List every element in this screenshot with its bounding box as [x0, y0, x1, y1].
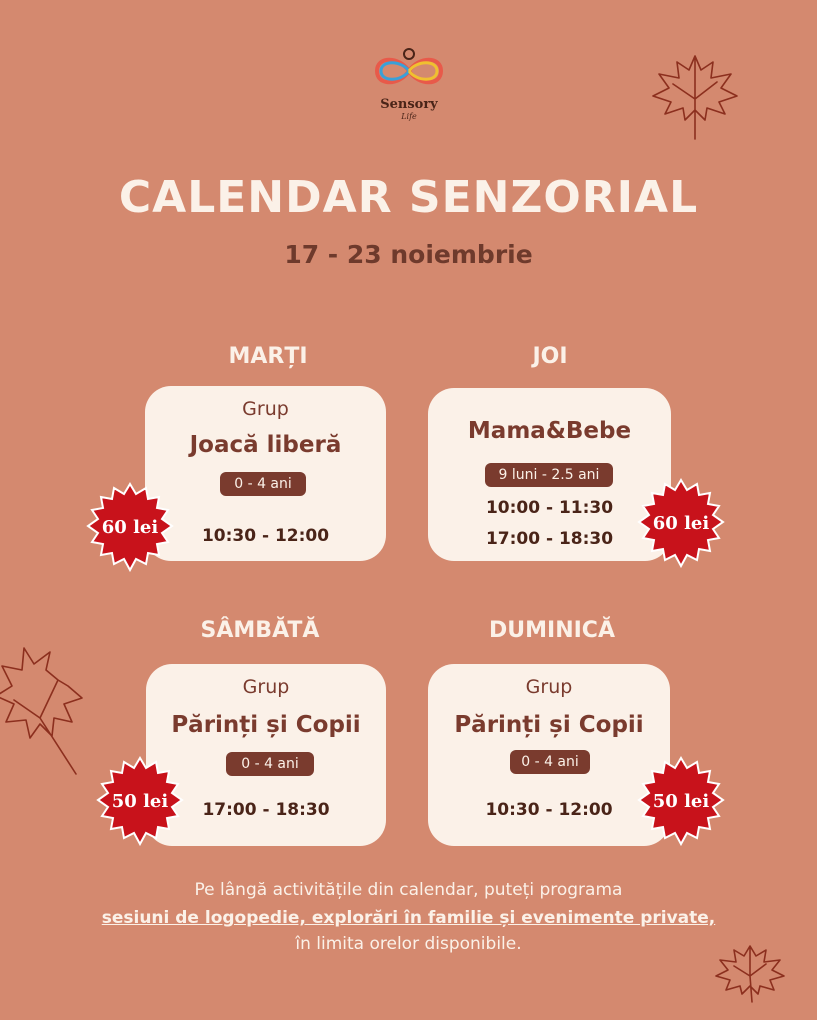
- footer-line-3: în limita orelor disponibile.: [295, 934, 522, 954]
- maple-leaf-icon: [0, 640, 86, 780]
- event-title: Joacă liberă: [189, 432, 342, 458]
- price-label: 60 lei: [652, 513, 710, 534]
- brand-sub: Life: [401, 112, 417, 121]
- day-label-marti: MARȚI: [228, 344, 308, 369]
- page-title: CALENDAR SENZORIAL: [118, 172, 699, 223]
- age-badge: 0 - 4 ani: [220, 472, 306, 496]
- footer-line-1: Pe lângă activitățile din calendar, puteți programa: [194, 880, 623, 900]
- price-badge: [94, 756, 186, 848]
- event-time: 10:30 - 12:00: [201, 526, 330, 546]
- event-time: 17:00 - 18:30: [202, 800, 330, 820]
- price-badge: [635, 756, 727, 848]
- age-badge: 0 - 4 ani: [226, 752, 314, 776]
- day-label-sambata: SÂMBĂTĂ: [200, 618, 320, 643]
- brand-name: Sensory: [380, 97, 438, 112]
- event-time: 10:00 - 11:30: [485, 498, 614, 518]
- event-subtitle: Grup: [242, 676, 290, 698]
- price-badge: [84, 482, 176, 574]
- day-label-joi: JOI: [532, 344, 568, 369]
- age-badge: 0 - 4 ani: [510, 750, 590, 774]
- price-label: 60 lei: [101, 517, 159, 538]
- event-card-duminica: [428, 664, 670, 846]
- age-badge: 9 luni - 2.5 ani: [485, 463, 613, 487]
- price-label: 50 lei: [111, 791, 169, 812]
- price-badge: [635, 478, 727, 570]
- footer-line-2: sesiuni de logopedie, explorări în familie și evenimente private,: [101, 908, 716, 928]
- maple-leaf-icon: [645, 44, 745, 144]
- date-range: 17 - 23 noiembrie: [284, 240, 533, 269]
- price-label: 50 lei: [652, 791, 710, 812]
- brand-logo: [368, 46, 450, 132]
- event-subtitle: Grup: [525, 676, 573, 698]
- infinity-logo-icon: [369, 46, 449, 96]
- event-time: 17:00 - 18:30: [485, 529, 614, 549]
- event-title: Părinți și Copii: [171, 712, 361, 738]
- event-card-marti: [145, 386, 386, 561]
- event-title: Părinți și Copii: [454, 712, 644, 738]
- event-time: 10:30 - 12:00: [485, 800, 613, 820]
- event-subtitle: Grup: [242, 398, 289, 420]
- event-title: Mama&Bebe: [467, 418, 632, 444]
- day-label-duminica: DUMINICĂ: [489, 618, 615, 643]
